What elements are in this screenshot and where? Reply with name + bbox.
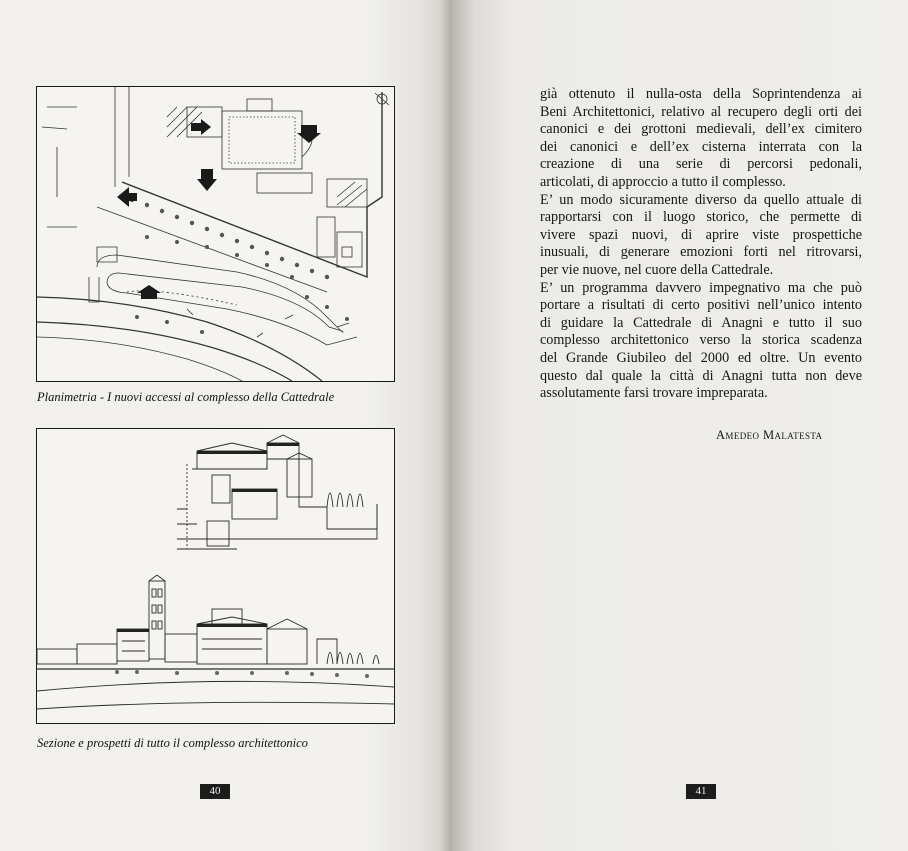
paragraph-1	[540, 86, 862, 192]
text-line: articolati, di approccio a tutto il complesso.	[540, 173, 786, 190]
elevation-drawing	[37, 429, 394, 723]
site-plan-drawing	[37, 87, 394, 381]
figure-top-caption: Planimetria - I nuovi accessi al complesso della Cattedrale	[37, 390, 335, 404]
text-line: assolutamente farsi trovare impreparata.	[540, 385, 768, 402]
text-line: E’ un modo sicuramente diverso da quello attuale di	[540, 191, 862, 208]
text-line: del Grande Giubileo del 2000 ed oltre. Un evento	[540, 349, 862, 366]
paragraph-2	[540, 192, 862, 280]
text-line: di guidare la Cattedrale di Anagni e tutto il suo	[540, 314, 862, 331]
text-line: dei canonici e dell’ex cisterna interrata con la	[540, 138, 862, 155]
text-line: rapportarsi con il luogo storico, che permette di	[540, 209, 862, 226]
text-line: questo dal quale la città di Anagni tutta non deve	[540, 367, 862, 384]
body-text	[540, 86, 862, 403]
elevation-figure	[36, 428, 395, 724]
text-line: inusuali, di generare emozioni forti nel ritrovarsi,	[540, 244, 862, 261]
text-line: creazione di una serie di percorsi pedonali,	[540, 156, 862, 173]
text-line: vivere spazi nuovi, di aprire viste prospettiche	[540, 226, 862, 243]
site-plan-figure	[36, 86, 395, 382]
page-number-right: 41	[686, 784, 716, 799]
page-number-left: 40	[200, 784, 230, 799]
figure-bottom-caption: Sezione e prospetti di tutto il complesso architettonico	[37, 736, 308, 750]
text-line: per vie nuove, nel cuore della Cattedrale.	[540, 261, 774, 278]
text-line: canonici e dei grottoni medievali, dell’ex cimitero	[540, 121, 862, 138]
paragraph-3	[540, 280, 862, 403]
text-line: complesso architettonico verso la storica scadenza	[540, 332, 862, 349]
author-signature: Amedeo Malatesta	[716, 428, 823, 442]
left-page	[0, 0, 452, 851]
text-line: portare a risultati di certo positivi nell’unico intento	[540, 297, 862, 314]
text-line: già ottenuto il nulla-osta della Soprintendenza ai	[540, 86, 862, 102]
text-line: E’ un programma davvero impegnativo ma che può	[540, 279, 862, 296]
text-line: Beni Architettonici, relativo al recupero degli orti dei	[540, 103, 862, 120]
